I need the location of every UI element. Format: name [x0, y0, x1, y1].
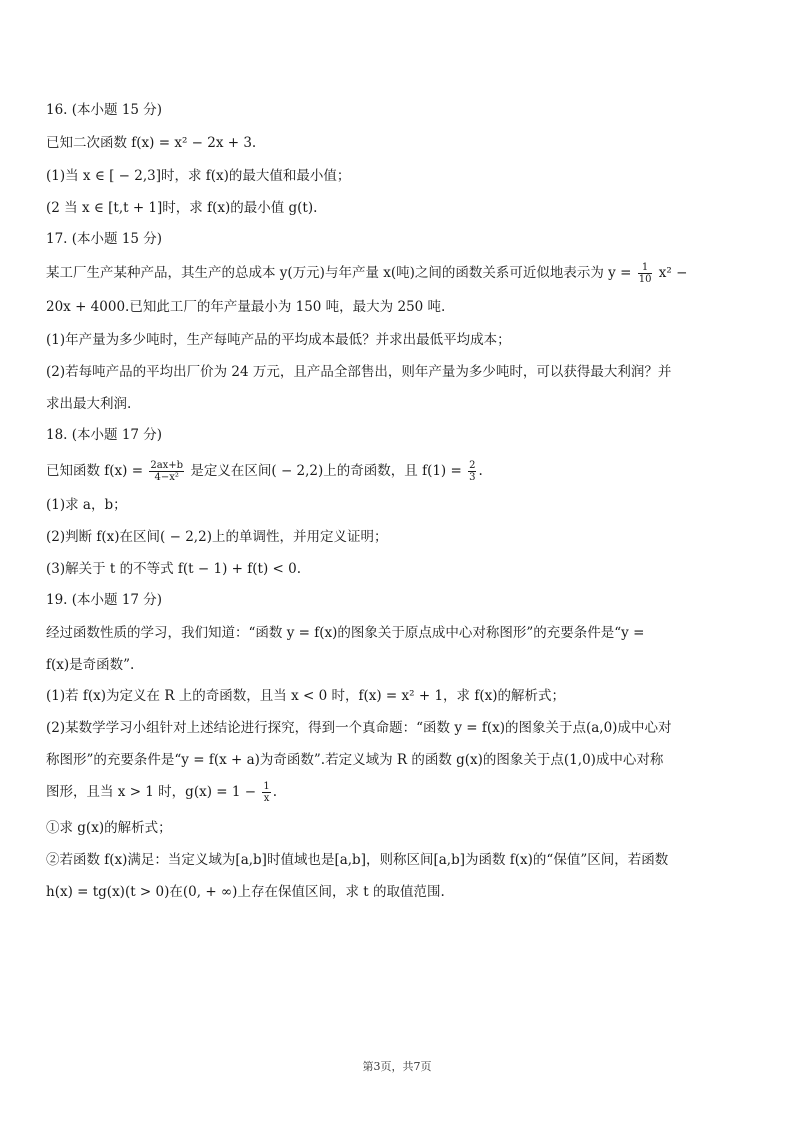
page-footer: 第3页，共7页: [362, 1060, 432, 1073]
problem-18-q3: (3)解关于 t 的不等式 f(t − 1) + f(t) < 0.: [46, 561, 301, 577]
problem-17-fraction: [638, 262, 653, 285]
problem-18-fraction-1: [149, 460, 184, 483]
problem-17-stem-line1: [46, 262, 748, 285]
problem-17-stem-b: x² −: [658, 265, 688, 281]
problem-17-q2-line1: (2)若每吨产品的平均出厂价为 24 万元，且产品全部售出，则年产量为多少吨时，可以获得最大利润？并: [46, 364, 672, 380]
problem-18-stem: [46, 460, 748, 483]
problem-19-stem-line2: f(x)是奇函数”.: [46, 657, 135, 673]
problem-16-header: 16. (本小题 15 分): [46, 102, 163, 118]
problem-16-q1: (1)当 x ∈ [ − 2,3]时，求 f(x)的最大值和最小值；: [46, 168, 351, 184]
problem-19-stem-line1: 经过函数性质的学习，我们知道：“函数 y = f(x)的图象关于原点成中心对称图形”的充要条件是“y =: [46, 625, 645, 641]
problem-18-stem-c: .: [478, 463, 483, 479]
problem-17-q1: (1)年产量为多少吨时，生产每吨产品的平均成本最低？并求出最低平均成本；: [46, 332, 511, 348]
problem-18-q2: (2)判断 f(x)在区间( − 2,2)上的单调性，并用定义证明；: [46, 529, 388, 545]
fraction-denominator: 3: [469, 472, 476, 483]
problem-17-header: 17. (本小题 15 分): [46, 231, 163, 247]
fraction-denominator: 10: [638, 274, 652, 285]
problem-18-fraction-2: [468, 460, 476, 483]
problem-19-sub2-line1: ②若函数 f(x)满足：当定义域为[a,b]时值域也是[a,b]，则称区间[a,b]为函数 f(x)的“保值”区间，若函数: [46, 852, 669, 868]
fraction-denominator: x: [263, 793, 270, 804]
fraction-numerator: 2ax+b: [150, 460, 184, 471]
problem-19-sub2-line2: h(x) = tg(x)(t > 0)在(0, + ∞)上存在保值区间，求 t 的取值范围.: [46, 884, 445, 900]
problem-17-q2-line2: 求出最大利润.: [46, 396, 132, 412]
problem-18-stem-b: 是定义在区间( − 2,2)上的奇函数，且 f(1) =: [190, 463, 462, 479]
problem-18-header: 18. (本小题 17 分): [46, 427, 163, 443]
problem-17-stem-a: 某工厂生产某种产品，其生产的总成本 y(万元)与年产量 x(吨)之间的函数关系可近似地表示为 y =: [46, 265, 632, 281]
problem-19-header: 19. (本小题 17 分): [46, 592, 163, 608]
problem-19-q2-line1: (2)某数学学习小组针对上述结论进行探究，得到一个真命题：“函数 y = f(x)的图象关于点(a,0)成中心对: [46, 720, 672, 736]
problem-18-q1: (1)求 a，b；: [46, 497, 127, 513]
problem-19-q1: (1)若 f(x)为定义在 R 上的奇函数，且当 x < 0 时，f(x) = x² + 1，求 f(x)的解析式；: [46, 688, 565, 704]
fraction-numerator: 1: [263, 781, 270, 792]
problem-19-q2-c: 图形，且当 x > 1 时，g(x) = 1 −: [46, 784, 257, 800]
problem-17-stem-line2: 20x + 4000.已知此工厂的年产量最小为 150 吨，最大为 250 吨.: [46, 299, 446, 315]
fraction-numerator: 2: [469, 460, 476, 471]
fraction-denominator: 4−x²: [154, 472, 179, 483]
fraction-numerator: 1: [638, 262, 653, 274]
problem-19-q2-d: .: [272, 784, 278, 800]
problem-19-q2-line3: [46, 781, 748, 804]
problem-19-q2-line2: 称图形”的充要条件是“y = f(x + a)为奇函数”.若定义域为 R 的函数 g(x)的图象关于点(1,0)成中心对称: [46, 752, 664, 768]
problem-18-stem-a: 已知函数 f(x) =: [46, 463, 144, 479]
problem-19-fraction: [262, 781, 270, 804]
problem-16-q2: (2 当 x ∈ [t,t + 1]时，求 f(x)的最小值 g(t).: [46, 200, 318, 216]
problem-19-sub1: ①求 g(x)的解析式；: [46, 820, 172, 836]
problem-16-stem: 已知二次函数 f(x) = x² − 2x + 3.: [46, 135, 257, 151]
